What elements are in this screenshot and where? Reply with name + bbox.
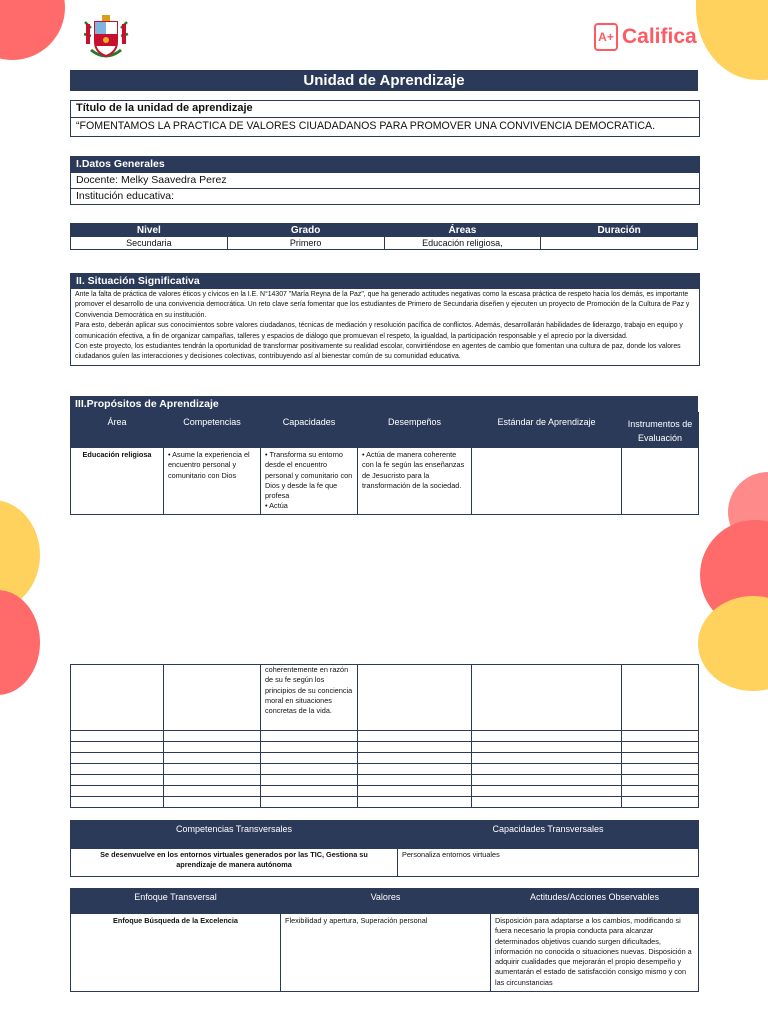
decorative-blob-left-pink	[0, 590, 40, 695]
datos-generales	[70, 156, 700, 205]
desempenos-cell: • Actúa de manera coherente con la fe según las enseñanzas de Jesucristo para la transformación de la sociedad.	[358, 448, 472, 515]
estandar-cell	[472, 448, 622, 515]
datos-generales-header: I.Datos Generales	[71, 157, 699, 173]
nivel-table	[70, 223, 698, 250]
transversales-table	[70, 820, 699, 877]
capacidades-cell-continued: coherentemente en razón de su fe según los principios de su conciencia moral en situaciones concretas de la vida.	[261, 665, 358, 731]
decorative-blob-top-right	[696, 0, 768, 80]
valores-cell: Flexibilidad y apertura, Superación personal	[281, 914, 491, 992]
instrumentos-cell	[622, 448, 699, 515]
nivel-header: Nivel	[71, 224, 228, 237]
situacion-significativa	[70, 273, 700, 366]
coat-of-arms-logo	[82, 14, 130, 62]
situacion-paragraph: Para esto, deberán aplicar sus conocimientos sobre valores ciudadanos, técnicas de mediación y resolución pacífica de conflictos. Además, desarrollarán habilidades de liderazgo, trabajo en equipo y comunicación efectiva, a fin de organizar campañas, talleres y espacios de diálogo que promuevan el respeto, la igualdad, la participación responsable y el aprecio por la diversidad.	[75, 322, 683, 340]
competencias-cell: • Asume la experiencia el encuentro personal y comunitario con Dios	[164, 448, 261, 515]
duracion-value	[541, 237, 698, 250]
propositos-table-continued	[70, 664, 699, 808]
competencias-transversales-header: Competencias Transversales	[71, 821, 398, 849]
actitudes-cell: Disposición para adaptarse a los cambios, modificando si fuera necesario la propia conducta para alcanzar determinados objetivos cuando surgen dificultades, información no conocida o situaciones nuevas. Disposición a adquirir cualidades que mejorarán el propio desempeño y aumentarán el estado de satisfacción consigo mismo y con las circunstancias	[491, 914, 699, 992]
capacidades-cell: • Transforma su entorno desde el encuentro personal y comunitario con Dios y desde la fe que profesa • Actúa	[261, 448, 358, 515]
duracion-header: Duración	[541, 224, 698, 237]
unit-title-value: “FOMENTAMOS LA PRACTICA DE VALORES CIUADADANOS PARA PROMOVER UNA CONVIVENCIA DEMOCRATICA.	[76, 120, 656, 132]
unit-title-label: Título de la unidad de aprendizaje	[71, 101, 699, 118]
valores-header: Valores	[281, 889, 491, 914]
propositos-table	[70, 412, 699, 515]
situacion-paragraph: Ante la falta de práctica de valores éticos y cívicos en la I.E. N°14307 "María Reyna de la Paz", que ha generado actitudes negativas como la escasa práctica de respeto hacia los demás, es importante promover el desarrollo de una convivencia democrática. Un reto clave sería fomentar que los estudiantes de Primero de Secundaria diseñen y ejecuten un proyecto de Promoción de la Cultura de Paz y Convivencia Democrática en su institución.	[75, 291, 690, 319]
col-instrumentos: Instrumentos de Evaluación	[622, 413, 699, 448]
califica-logo	[594, 22, 697, 52]
col-desempenos: Desempeños	[358, 413, 472, 448]
enfoque-header: Enfoque Transversal	[71, 889, 281, 914]
actitudes-header: Actitudes/Acciones Observables	[491, 889, 699, 914]
situacion-header: II. Situación Significativa	[71, 274, 699, 289]
docente-field: Docente: Melky Saavedra Perez	[71, 173, 699, 189]
situacion-paragraph: Con este proyecto, los estudiantes tendrán la oportunidad de transformar positivamente su realidad escolar, convirtiéndose en agentes de cambio que fomentan una cultura de paz, donde los valores ciudadanos guíen las interacciones y decisiones colectivas, contribuyendo así al bienestar común de su comunidad educativa.	[75, 343, 681, 361]
capacidad-transversal-cell: Personaliza entornos virtuales	[398, 849, 699, 877]
decorative-blob-right-yellow	[698, 596, 768, 691]
area-cell: Educación religiosa	[71, 448, 164, 515]
col-area: Área	[71, 413, 164, 448]
capacidades-transversales-header: Capacidades Transversales	[398, 821, 699, 849]
col-capacidades: Capacidades	[261, 413, 358, 448]
col-competencias: Competencias	[164, 413, 261, 448]
areas-header: Áreas	[384, 224, 541, 237]
propositos-header: III.Propósitos de Aprendizaje	[70, 396, 698, 412]
enfoque-cell: Enfoque Búsqueda de la Excelencia	[71, 914, 281, 992]
decorative-blob-top-left	[0, 0, 65, 60]
col-estandar: Estándar de Aprendizaje	[472, 413, 622, 448]
brand-name: Califica	[622, 25, 697, 48]
page-title: Unidad de Aprendizaje	[303, 72, 465, 89]
enfoque-table	[70, 888, 699, 992]
areas-value: Educación religiosa,	[384, 237, 541, 250]
competencia-transversal-cell: Se desenvuelve en los entornos virtuales generados por las TIC, Gestiona su aprendizaje de manera autónoma	[71, 849, 398, 877]
page-title-bar	[70, 70, 698, 91]
unit-title-box	[70, 100, 700, 137]
a-plus-icon: A+	[594, 23, 618, 51]
nivel-value: Secundaria	[71, 237, 228, 250]
institucion-field: Institución educativa:	[76, 190, 175, 202]
grado-value: Primero	[227, 237, 384, 250]
grado-header: Grado	[227, 224, 384, 237]
